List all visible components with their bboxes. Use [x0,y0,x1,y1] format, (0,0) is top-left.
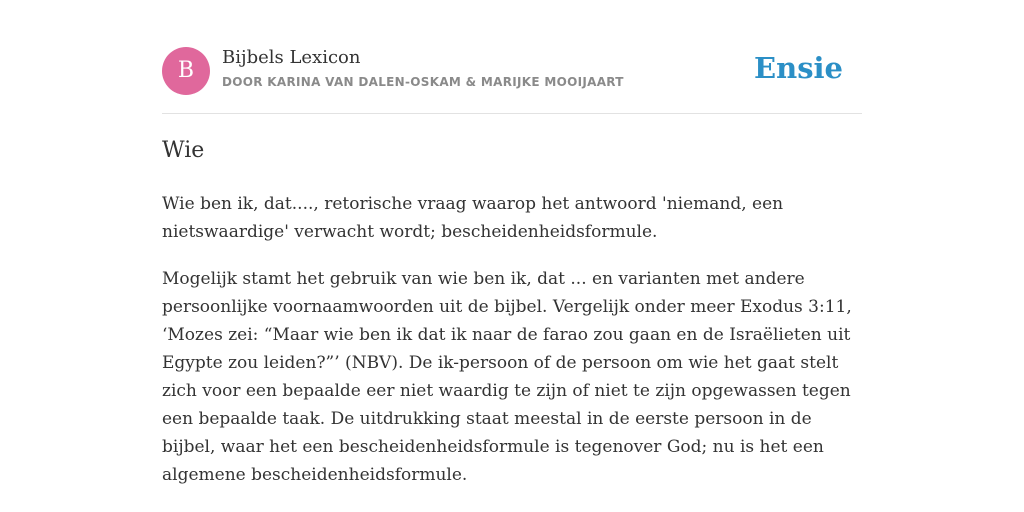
source-header [162,46,862,96]
header-divider [162,113,862,114]
brand-logo[interactable]: Ensie [754,51,843,85]
entry-paragraph-1: Wie ben ik, dat...., retorische vraag waarop het antwoord 'niemand, een nietswaardige' verwacht wordt; bescheidenheidsformule. [162,194,784,242]
entry-content [162,190,867,508]
entry-paragraph-2: Mogelijk stamt het gebruik van wie ben ik, dat ... en varianten met andere persoonlijke voornaamwoorden uit de bijbel. Vergelijk onder meer Exodus 3:11, ‘Mozes zei: “Maar wie ben ik dat ik naar de farao zou gaan en de Israëlieten uit Egypte zou leiden?”’ (NBV). De ik-persoon of de persoon om wie het gaat stelt zich voor een bepaalde eer niet waardig te zijn of niet te zijn opgewassen tegen een bepaalde taak. De uitdrukking staat meestal in de eerste persoon in de bijbel, waar het een bescheidenheidsformule is tegenover God; nu is het een algemene bescheidenheidsformule. [162,269,852,485]
source-avatar[interactable]: B [162,47,210,95]
source-authors: DOOR KARINA VAN DALEN-OSKAM & MARIJKE MOOIJAART [222,75,624,89]
source-title-link[interactable]: Bijbels Lexicon [222,47,361,68]
entry-title: Wie [162,138,205,163]
